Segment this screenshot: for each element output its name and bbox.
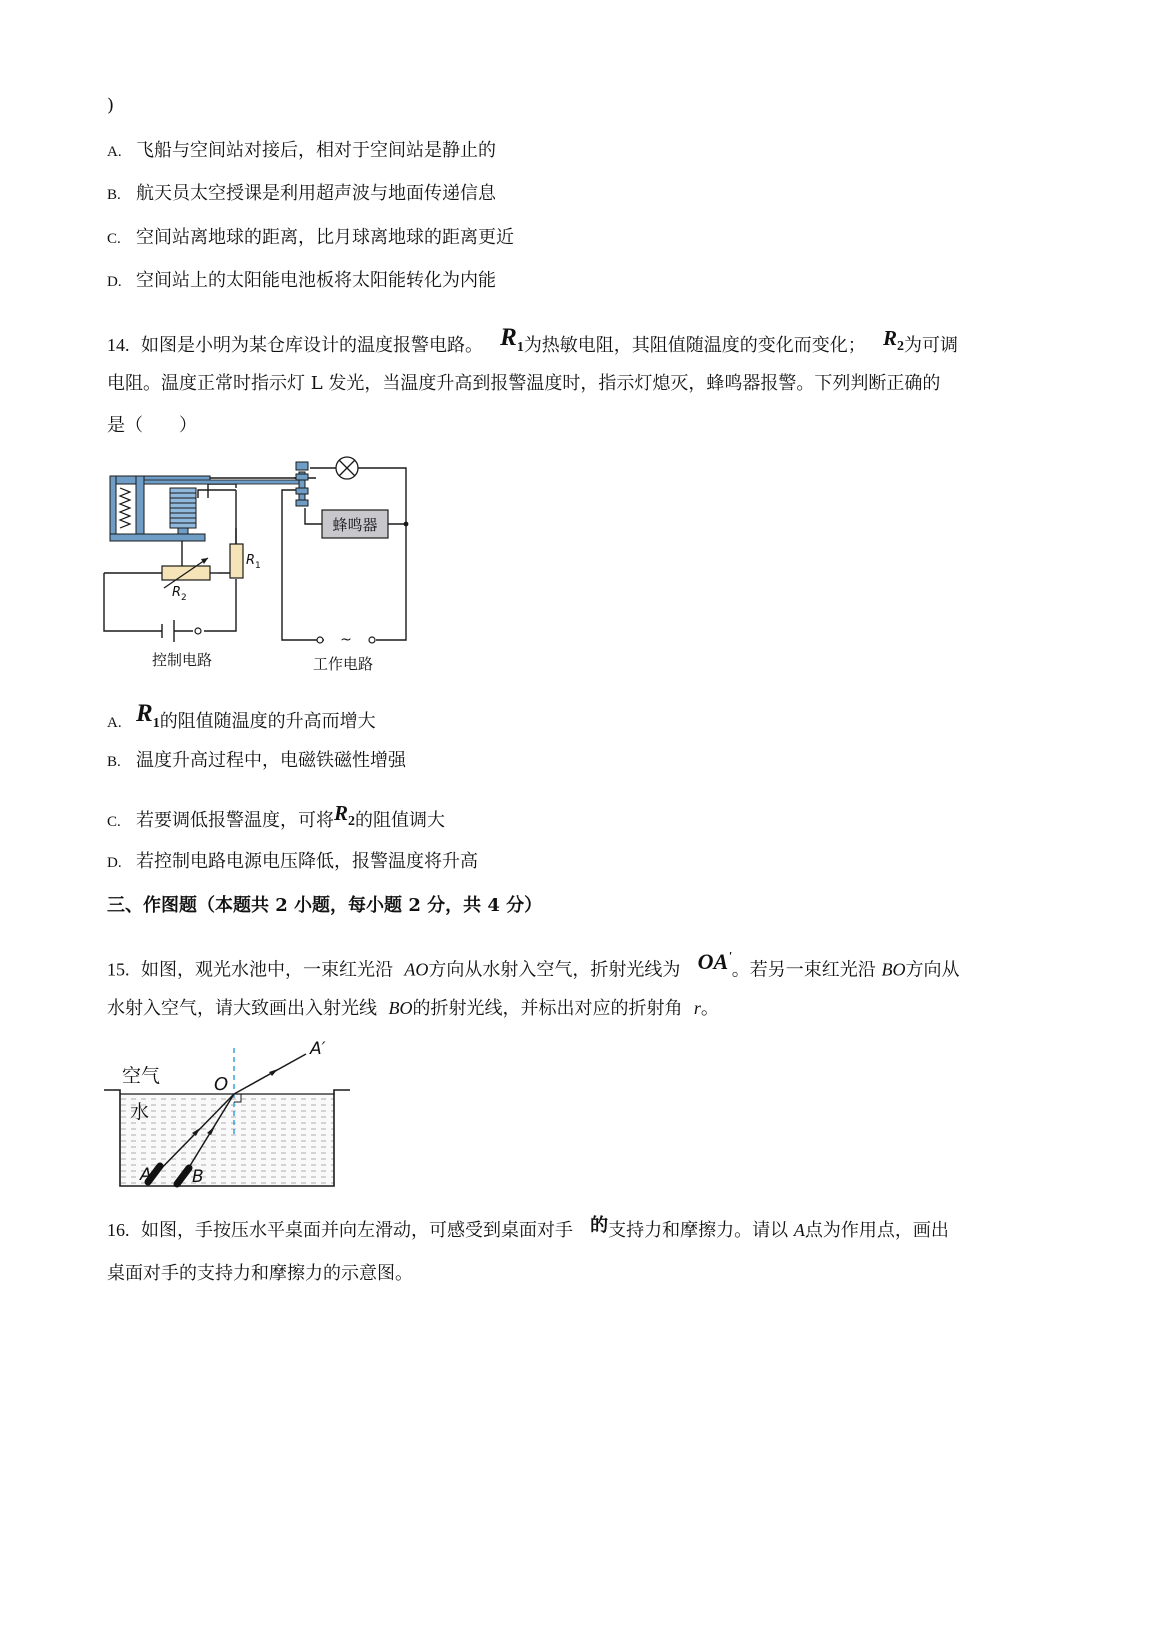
q14-text-a: 如图是小明为某仓库设计的温度报警电路。 (140, 335, 483, 356)
q13-option-a (107, 139, 496, 164)
q15-stem-line1 (107, 951, 960, 982)
option-text: 的阻值随温度的升高而增大 (159, 711, 376, 732)
o-label: O (214, 1074, 229, 1095)
question-number: 14. (107, 335, 130, 355)
q14-stem-line1 (107, 324, 958, 366)
option-letter: A. (107, 715, 122, 731)
option-text: 空间站离地球的距离，比月球离地球的距离更近 (136, 227, 514, 248)
q13-option-b (107, 182, 496, 207)
r1-resistor (230, 544, 243, 578)
section-title: 三、作图题（本题共 2 小题，每小题 2 分，共 4 分） (107, 895, 543, 916)
r-symbol: r (693, 998, 701, 1018)
option-text: 飞船与空间站对接后，相对于空间站是静止的 (136, 140, 496, 161)
r2-symbol: $R_2$ (882, 326, 904, 355)
option-letter: D. (107, 274, 122, 290)
q14-option-c (107, 801, 446, 840)
refracted-ray-oa-prime (234, 1054, 306, 1094)
q14-text-b: 为热敏电阻，其阻值随温度的变化而变化； (523, 335, 866, 356)
a-prime-label: A′ (310, 1039, 326, 1059)
refraction-pool-figure (100, 1036, 365, 1198)
question-number: 16. (107, 1220, 130, 1240)
bo-symbol: BO (881, 959, 906, 980)
r1-symbol: $R_1$ (500, 324, 524, 355)
working-circuit-label: 工作电路 (312, 655, 374, 673)
q14-stem-line3: 是（ ） (107, 415, 197, 436)
ac-symbol: ~ (340, 632, 352, 648)
option-letter: B. (107, 187, 121, 203)
q15-text-c: 。若另一束红光沿 (731, 959, 876, 981)
r1-diagram-label: $R_1$ (246, 553, 261, 571)
q15-line2-c: 。 (700, 998, 719, 1019)
option-letter: B. (107, 754, 121, 770)
option-text: 温度升高过程中，电磁铁磁性增强 (136, 750, 406, 771)
b-label: B (192, 1167, 204, 1187)
q15-text-d: 方向从 (905, 959, 960, 981)
temperature-alarm-circuit-figure (100, 448, 430, 683)
q14-option-d (107, 850, 478, 875)
q16-text-a: 如图，手按压水平桌面并向左滑动，可感受到桌面对手 (140, 1220, 573, 1241)
q14-option-a (107, 700, 376, 742)
option-pre-text: 若要调低报警温度，可将 (136, 810, 334, 831)
q15-text-a: 如图，观光水池中，一束红光沿 (140, 959, 393, 981)
q16-de: 的 (590, 1215, 609, 1236)
r2-symbol: $R_2$ (334, 801, 356, 830)
r2-diagram-label: $R_2$ (172, 585, 187, 603)
r1-symbol: $R_1$ (136, 700, 160, 731)
oa-prime-symbol: OA' (697, 949, 732, 975)
q15-line2-b: 的折射光线，并标出对应的折射角 (412, 998, 683, 1019)
q15-stem-line2 (107, 996, 719, 1021)
q14-stem-line2: 电阻。温度正常时指示灯 L 发光，当温度升高到报警温度时，指示灯熄灭，蜂鸣器报警。下列判断正确的 (107, 373, 941, 394)
option-letter: A. (107, 144, 122, 160)
bo-symbol: BO (388, 998, 413, 1018)
option-text: 的阻值调大 (355, 810, 446, 831)
option-letter: C. (107, 814, 121, 830)
air-label: 空气 (122, 1065, 161, 1087)
question-continuation: ) (107, 95, 115, 116)
ao-symbol: AO (404, 959, 429, 980)
option-text: 航天员太空授课是利用超声波与地面传递信息 (136, 183, 496, 204)
a-label: A (140, 1165, 152, 1185)
q14-text-c: 为可调 (904, 335, 958, 356)
option-text: 若控制电路电源电压降低，报警温度将升高 (136, 851, 478, 872)
a-symbol: A (793, 1220, 805, 1240)
buzzer-label: 蜂鸣器 (332, 516, 378, 534)
q15-text-b: 方向从水射入空气，折射光线为 (428, 959, 681, 981)
q13-option-d (107, 269, 496, 294)
q16-text-b: 支持力和摩擦力。请以 (608, 1220, 789, 1241)
q13-option-c (107, 226, 514, 251)
q16-text-c: 点为作用点，画出 (804, 1220, 949, 1241)
option-text: 空间站上的太阳能电池板将太阳能转化为内能 (136, 270, 496, 291)
option-letter: D. (107, 855, 122, 871)
q14-option-b (107, 749, 406, 774)
q16-stem-line1 (107, 1215, 949, 1243)
question-number: 15. (107, 959, 130, 980)
q16-stem-line2: 桌面对手的支持力和摩擦力的示意图。 (107, 1263, 413, 1284)
water-label: 水 (130, 1101, 150, 1123)
control-circuit-label: 控制电路 (151, 651, 213, 669)
q15-line2-a: 水射入空气，请大致画出入射光线 (107, 998, 377, 1019)
option-letter: C. (107, 231, 121, 247)
